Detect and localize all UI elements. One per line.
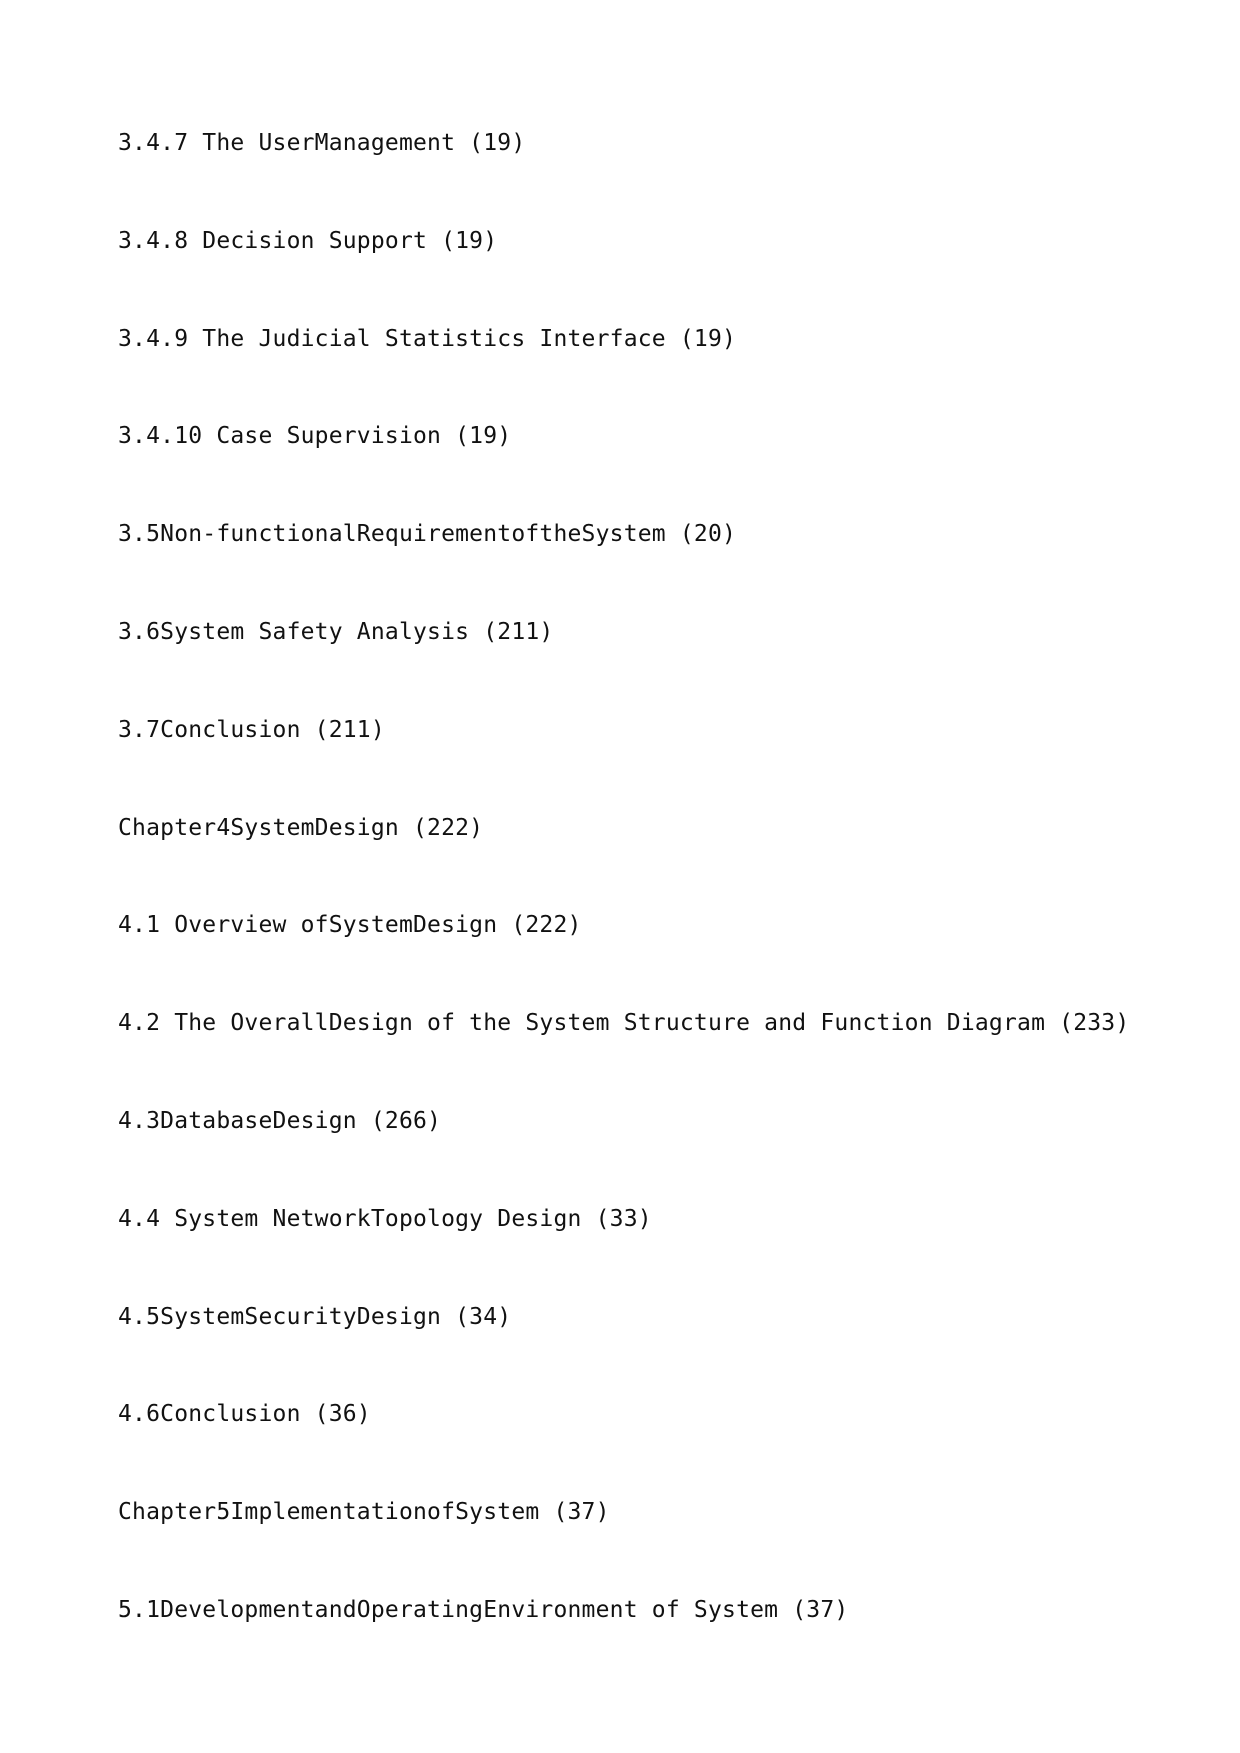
- toc-entry: 4.1 Overview ofSystemDesign (222): [118, 912, 582, 939]
- toc-entry: 3.7Conclusion (211): [118, 716, 385, 743]
- toc-entry: 5.1DevelopmentandOperatingEnvironment of System (37): [118, 1596, 849, 1623]
- toc-entry: 4.4 System NetworkTopology Design (33): [118, 1205, 652, 1232]
- toc-entry: 3.4.7 The UserManagement (19): [118, 130, 526, 156]
- toc-entry: 3.5Non-functionalRequirementoftheSystem (20): [118, 521, 737, 548]
- toc-entry: Chapter4SystemDesign (222): [118, 814, 484, 841]
- toc-entry: 4.3DatabaseDesign (266): [118, 1107, 442, 1134]
- toc-entry: 4.6Conclusion (36): [118, 1401, 371, 1428]
- toc-entry: 3.4.9 The Judicial Statistics Interface (19): [118, 325, 737, 352]
- toc-entry: 3.6System Safety Analysis (211): [118, 618, 554, 645]
- toc-entry: Chapter5ImplementationofSystem (37): [118, 1499, 610, 1526]
- toc-entry: 4.5SystemSecurityDesign (34): [118, 1303, 512, 1330]
- toc-entry: 4.2 The OverallDesign of the System Structure and Function Diagram (233): [118, 1010, 1130, 1037]
- table-of-contents: [118, 126, 1129, 1691]
- toc-entry: 3.4.8 Decision Support (19): [118, 227, 498, 254]
- toc-entry: 3.4.10 Case Supervision (19): [118, 423, 512, 450]
